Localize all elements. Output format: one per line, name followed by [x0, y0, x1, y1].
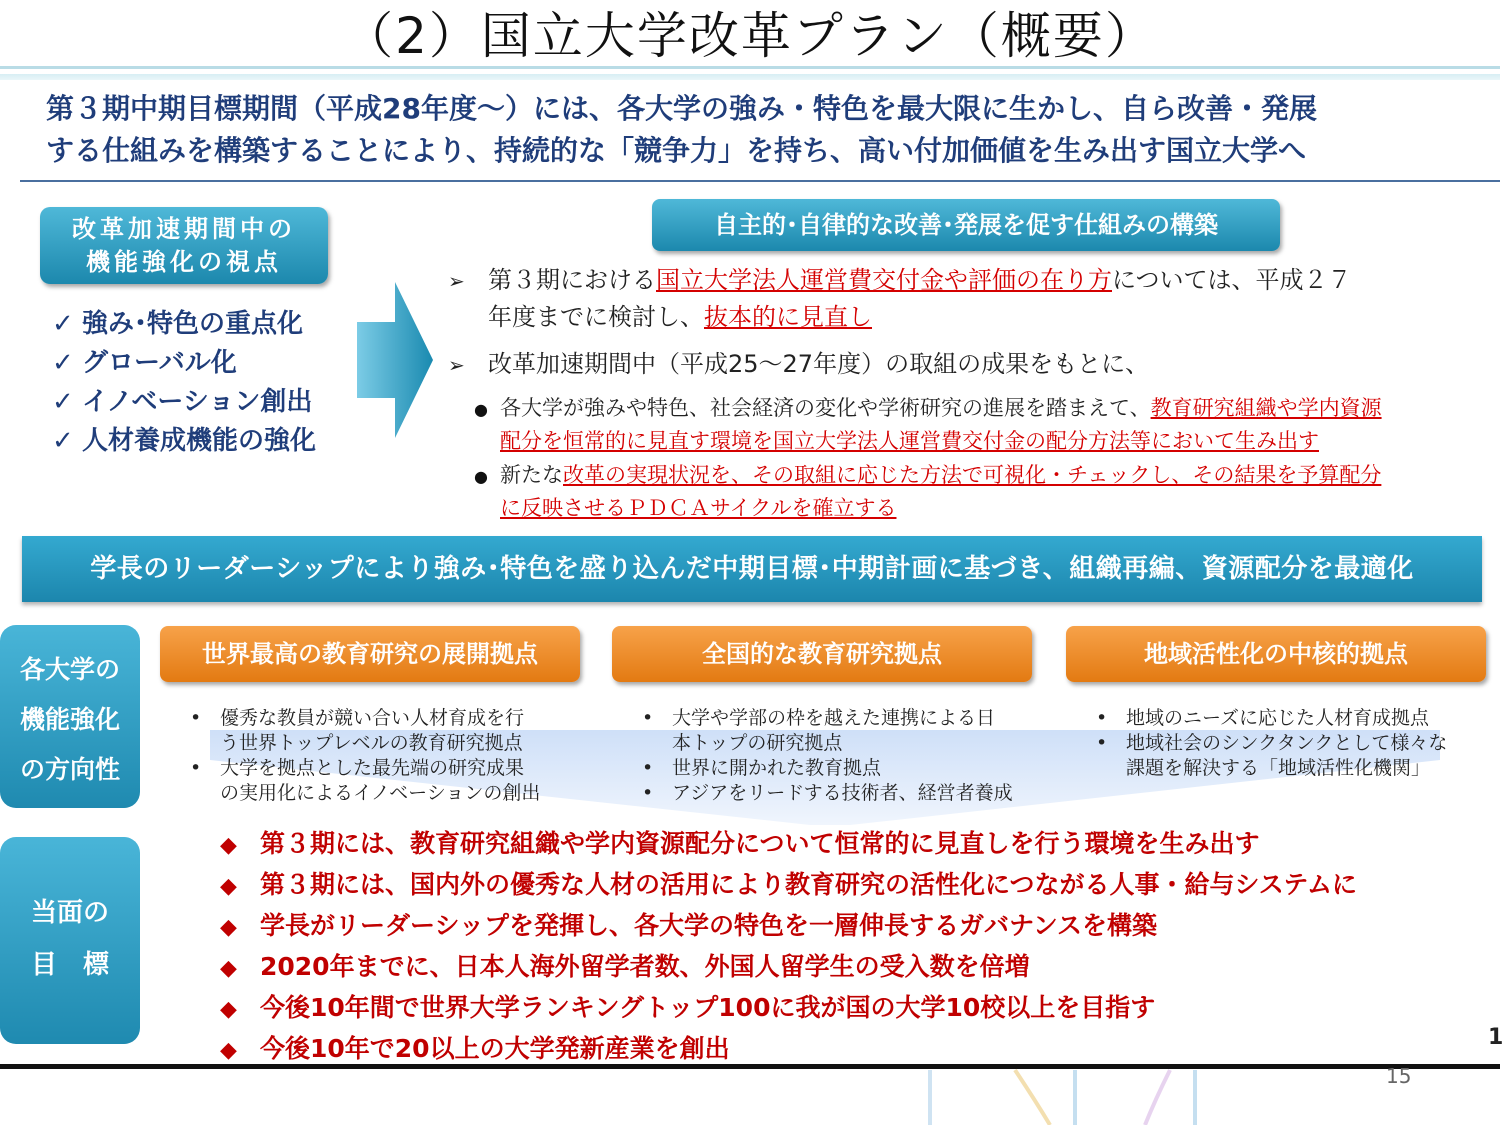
goals-list [220, 824, 1357, 1070]
pillar-item-text: 地域のニーズに応じた人材育成拠点 [1126, 707, 1430, 729]
pillar-list-item [190, 756, 590, 806]
slide-marker: 1 [1488, 1025, 1503, 1050]
mechanism-bullet-2-cont [500, 492, 896, 525]
lead-line-2: する仕組みを構築することにより、持続的な「競争力」を持ち、高い付加価値を生み出す国立大学へ [46, 134, 1307, 167]
bullet-icon: ● [474, 467, 488, 486]
lead-text [46, 88, 1466, 172]
checklist-item-label: 強み･特色の重点化 [82, 309, 304, 339]
pillar-item-text: 優秀な教員が競い合い人材育成を行 [220, 707, 525, 729]
pillar-national-list [642, 706, 1042, 806]
goals-label-line: 目 標 [30, 950, 109, 980]
goal-text: 学長がリーダーシップを発揮し、各大学の特色を一層伸長するガバナンスを構築 [260, 911, 1158, 940]
pillar-world-class-list [190, 706, 590, 806]
mechanism-point-1-cont [488, 299, 872, 336]
goals-label [0, 837, 140, 1044]
point-text: 改革加速期間中（平成25～27年度）の取組の成果をもとに、 [488, 350, 1150, 378]
bullet-emphasis: 教育研究組織や学内資源 [1150, 396, 1382, 420]
direction-label-line: の方向性 [19, 755, 120, 784]
checklist-item [52, 344, 316, 383]
diamond-icon: ◆ [220, 833, 237, 858]
acceleration-viewpoint-label [40, 207, 328, 284]
bullet-icon: • [642, 757, 654, 779]
mechanism-point-1 [448, 262, 1352, 300]
checklist-item [52, 305, 316, 344]
check-icon: ✓ [52, 348, 74, 378]
pillar-item-text: 世界に開かれた教育拠点 [672, 757, 882, 779]
goal-text: 第３期には、教育研究組織や学内資源配分について恒常的に見直しを行う環境を生み出す [260, 829, 1260, 858]
title-divider [0, 66, 1500, 69]
goal-item [220, 947, 1357, 988]
pillar-item-text: 地域社会のシンクタンクとして様々な [1126, 732, 1448, 754]
bullet-text: 新たな [500, 463, 563, 487]
pillar-item-text: 本トップの研究拠点 [672, 732, 843, 754]
bullet-icon: • [642, 782, 654, 804]
diamond-icon: ◆ [220, 915, 237, 940]
point-text: 第３期における [488, 266, 656, 294]
mechanism-bullet-1-cont [500, 425, 1319, 458]
bullet-icon: • [642, 707, 654, 729]
mechanism-point-2 [448, 346, 1149, 384]
goal-text: 第３期には、国内外の優秀な人材の活用により教育研究の活性化につながる人事・給与システムに [260, 870, 1358, 899]
title-divider-band [0, 74, 1500, 80]
point-text: については、平成２７ [1112, 266, 1352, 294]
decorative-lines [900, 1070, 1220, 1125]
pillar-national-heading: 全国的な教育研究拠点 [612, 626, 1032, 682]
point-emphasis: 国立大学法人運営費交付金や評価の在り方 [656, 266, 1112, 294]
pillar-world-class-heading: 世界最高の教育研究の展開拠点 [160, 626, 580, 682]
goal-item [220, 988, 1357, 1029]
check-icon: ✓ [52, 387, 74, 417]
pillar-list-item [642, 781, 1042, 806]
mechanism-bullet-1 [474, 392, 1382, 426]
bullet-icon: ● [474, 400, 488, 419]
goal-text: 今後10年で20以上の大学発新産業を創出 [260, 1034, 730, 1063]
checklist-item-label: 人材養成機能の強化 [82, 426, 317, 456]
bullet-text: 各大学が強みや特色、社会経済の変化や学術研究の進展を踏まえて、 [500, 396, 1151, 420]
arrow-bullet-icon: ➢ [448, 269, 465, 293]
mechanism-bullet-2 [474, 459, 1381, 493]
page-number: 15 [1386, 1064, 1412, 1088]
direction-label-line: 機能強化 [19, 705, 120, 734]
direction-label [0, 625, 140, 808]
leadership-banner: 学長のリーダーシップにより強み･特色を盛り込んだ中期目標･中期計画に基づき、組織再編、資源配分を最適化 [22, 536, 1482, 602]
pillar-list-item [1096, 731, 1486, 781]
checklist-item [52, 383, 316, 422]
acceleration-label-line-1: 改革加速期間中の [72, 215, 296, 243]
bullet-icon: • [1096, 707, 1108, 729]
pillar-list-item [1096, 706, 1486, 731]
right-arrow-icon [355, 280, 435, 440]
footer-divider [0, 1064, 1500, 1069]
bullet-emphasis: 改革の実現状況を、その取組に応じた方法で可視化・チェックし、その結果を予算配分 [563, 463, 1382, 487]
pillar-item-text: の実用化によるイノベーションの創出 [220, 782, 541, 804]
check-icon: ✓ [52, 426, 74, 456]
goal-item [220, 865, 1357, 906]
direction-label-line: 各大学の [19, 655, 120, 684]
pillar-item-text: 大学を拠点とした最先端の研究成果 [220, 757, 525, 779]
pillar-item-text: 大学や学部の枠を越えた連携による日 [672, 707, 996, 729]
goals-label-line: 当面の [30, 898, 109, 928]
lead-divider [20, 180, 1500, 182]
check-icon: ✓ [52, 309, 74, 339]
pillar-regional-list [1096, 706, 1486, 781]
arrow-bullet-icon: ➢ [448, 353, 465, 377]
pillar-list-item [642, 756, 1042, 781]
lead-line-1: 第３期中期目標期間（平成28年度～）には、各大学の強み・特色を最大限に生かし、自ら改善・発展 [46, 92, 1317, 125]
bullet-emphasis: に反映させるＰＤＣＡサイクルを確立する [500, 496, 897, 520]
diamond-icon: ◆ [220, 1038, 237, 1063]
bullet-emphasis: 配分を恒常的に見直す環境を国立大学法人運営費交付金の配分方法等において生み出す [500, 429, 1319, 453]
mechanism-heading: 自主的･自律的な改善･発展を促す仕組みの構築 [652, 199, 1280, 251]
checklist-item-label: グローバル化 [82, 348, 237, 378]
viewpoint-checklist [52, 305, 316, 461]
diamond-icon: ◆ [220, 956, 237, 981]
goal-item [220, 906, 1357, 947]
goal-text: 今後10年間で世界大学ランキングトップ100に我が国の大学10校以上を目指す [260, 993, 1156, 1022]
checklist-item [52, 422, 316, 461]
bullet-icon: • [190, 757, 202, 779]
diamond-icon: ◆ [220, 874, 237, 899]
pillar-list-item [642, 706, 1042, 756]
acceleration-label-line-2: 機能強化の視点 [86, 248, 282, 276]
goal-text: 2020年までに、日本人海外留学者数、外国人留学生の受入数を倍増 [260, 952, 1030, 981]
bullet-icon: • [190, 707, 202, 729]
slide-title: （2）国立大学改革プラン（概要） [343, 7, 1157, 65]
checklist-item-label: イノベーション創出 [82, 387, 313, 417]
pillar-list-item [190, 706, 590, 756]
pillar-regional-heading: 地域活性化の中核的拠点 [1066, 626, 1486, 682]
bullet-icon: • [1096, 732, 1108, 754]
point-text: 年度までに検討し、 [488, 303, 704, 331]
pillar-item-text: う世界トップレベルの教育研究拠点 [220, 732, 523, 754]
point-emphasis: 抜本的に見直し [704, 303, 872, 331]
pillar-item-text: 課題を解決する「地域活性化機関」 [1126, 757, 1431, 779]
diamond-icon: ◆ [220, 997, 237, 1022]
goal-item [220, 824, 1357, 865]
pillar-item-text: アジアをリードする技術者、経営者養成 [672, 782, 1013, 804]
